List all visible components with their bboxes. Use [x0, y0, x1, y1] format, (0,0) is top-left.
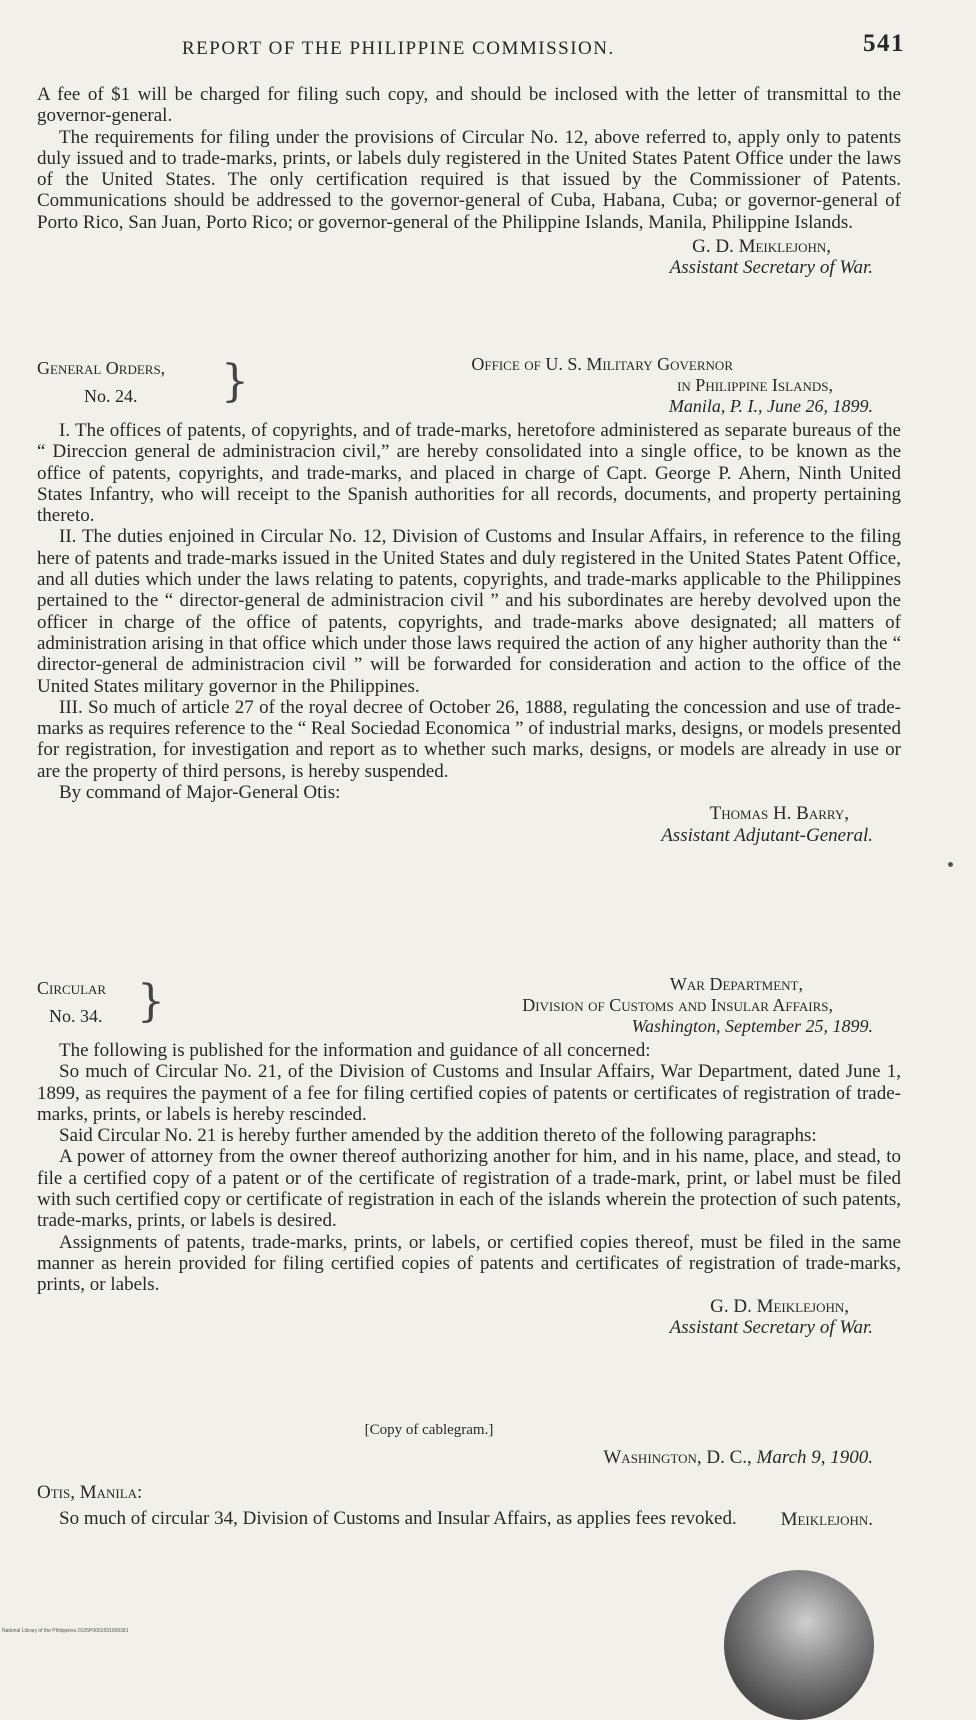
cablegram-signature: Meiklejohn.: [780, 1508, 873, 1530]
scan-footer-note: National Library of the Philippines 0125P0001591006381: [2, 1628, 129, 1634]
cablegram-date: March 9, 1900.: [756, 1447, 873, 1469]
cablegram-place-date: [37, 1447, 901, 1468]
circular-para-1: The following is published for the information and guidance of all concerned:: [59, 1040, 651, 1061]
circular-para-4: A power of attorney from the owner thereof authorizing another for him, and in his name, place, and stead, to file a certified copy of a patent or of the certificate of registration of a trade-mark, print, or label must be filed with such certified copy or certificate of registration in each of the islands wherein the protection of such patents, trade-marks, prints, or labels is desired.: [37, 1146, 901, 1232]
cablegram-note: [Copy of cablegram.]: [364, 1422, 494, 1438]
general-orders-place-date: Manila, P. I., June 26, 1899.: [668, 396, 873, 416]
brace-icon: }: [221, 356, 249, 407]
intro-signature-title: Assistant Secretary of War.: [669, 257, 873, 279]
cablegram-place: Washington, D. C.,: [603, 1447, 752, 1469]
general-orders-para-3: III. So much of article 27 of the royal decree of October 26, 1888, regulating the concession and use of trade-marks as requires reference to the “ Real Sociedad Economica ” of industrial marks, designs, or models presented for registration, for investigation and report as to whether such marks, designs, or models are already in use or are the property of third persons, is hereby suspended.: [37, 696, 901, 782]
intro-paragraph-2: The requirements for filing under the provisions of Circular No. 12, above referred to, apply only to patents duly issued and to trade-marks, prints, or labels duly registered in the United States Patent Office under the laws of the United States. The only certification required is that issued by the Commissioner of Patents. Communications should be addressed to the governor-general of Cuba, Habana, Cuba; or governor-general of Porto Rico, San Juan, Porto Rico; or governor-general of the Philippine Islands, Manila, Philippine Islands.: [37, 126, 901, 233]
circular-para-3: Said Circular No. 21 is hereby further amended by the addition thereto of the following paragraphs:: [59, 1125, 817, 1147]
circular-signature-name: G. D. Meiklejohn,: [710, 1295, 849, 1317]
general-orders-para-1: I. The offices of patents, of copyrights, and of trade-marks, heretofore administered as separate bureaus of the “ Direccion general de administracion civil,” are hereby consolidated into a single office, to be known as the office of patents, copyrights, and trade-marks, and placed in charge of Capt. George P. Ahern, Ninth United States Infantry, who will receipt to the Spanish authorities for all records, documents, and property pertaining thereto.: [37, 420, 901, 527]
circular-department: [253, 974, 873, 1037]
general-orders-signature-title: Assistant Adjutant-General.: [661, 824, 873, 846]
cablegram-addressee: Otis, Manila:: [37, 1482, 143, 1504]
circular-section: [37, 974, 901, 1338]
circular-label: Circular: [37, 978, 107, 998]
general-orders-para-2: II. The duties enjoined in Circular No. 12, Division of Customs and Insular Affairs, in reference to the filing here of patents and trade-marks issued in the United States and duly registered in the United States Patent Office, and all duties which under the laws relating to patents, copyrights, and trade-marks applicable to the Philippines pertained to the “ director-general de administracion civil ” and his subordinates are hereby devolved upon the officer in charge of the office of patents, copyrights, and trade-marks above designated; all matters of administration arising in that office which under those laws required the action of any higher authority than the “ director-general de administracion civil ” will be forwarded for consideration and action to the office of the United States military governor in the Philippines.: [37, 526, 901, 697]
cablegram-body: So much of circular 34, Division of Customs and Insular Affairs, as applies fees revoked.: [59, 1507, 737, 1529]
circular-label-block: [37, 974, 106, 1030]
general-orders-label-block: [37, 354, 165, 410]
general-orders-command: By command of Major-General Otis:: [59, 782, 341, 804]
general-orders-signature-name: Thomas H. Barry,: [709, 803, 849, 825]
intro-signature-name: G. D. Meiklejohn,: [692, 236, 831, 258]
circular-para-2: So much of Circular No. 21, of the Division of Customs and Insular Affairs, War Department, dated June 1, 1899, as requires the payment of a fee for filing certified copies of patents or certificates of registration of trade-marks, prints, or labels is hereby rescinded.: [37, 1061, 901, 1125]
office-line-1: Office of U. S. Military Governor: [471, 354, 733, 374]
intro-paragraph-1: A fee of $1 will be charged for filing such copy, and should be inclosed with the letter of transmittal to the governor-general.: [37, 84, 901, 127]
cablegram-section: [37, 1420, 901, 1530]
department-line-2: Division of Customs and Insular Affairs,: [522, 995, 833, 1015]
general-orders-office: [293, 354, 873, 417]
department-line-1: War Department,: [669, 974, 803, 994]
circular-para-5: Assignments of patents, trade-marks, prints, or labels, or certified copies thereof, must be filed in the same manner as herein provided for filing certified copies of patents and certificates of registration of trade-marks, prints, or labels.: [37, 1231, 901, 1296]
office-line-2: in Philippine Islands,: [677, 375, 833, 395]
intro-section: [37, 84, 901, 279]
scan-thumb-shadow: [724, 1570, 874, 1720]
running-head-title: REPORT OF THE PHILIPPINE COMMISSION.: [182, 38, 615, 59]
circular-signature-title: Assistant Secretary of War.: [669, 1316, 873, 1338]
circular-number: No. 34.: [49, 1006, 103, 1026]
general-orders-label: General Orders,: [37, 358, 166, 378]
circular-place-date: Washington, September 25, 1899.: [631, 1016, 873, 1036]
general-orders-number: No. 24.: [84, 386, 138, 406]
page-number: 541: [863, 30, 905, 57]
general-orders-header: [37, 354, 901, 420]
scan-speck: [948, 862, 953, 867]
brace-icon: }: [137, 976, 165, 1027]
general-orders-section: [37, 354, 901, 846]
circular-header: [37, 974, 901, 1040]
